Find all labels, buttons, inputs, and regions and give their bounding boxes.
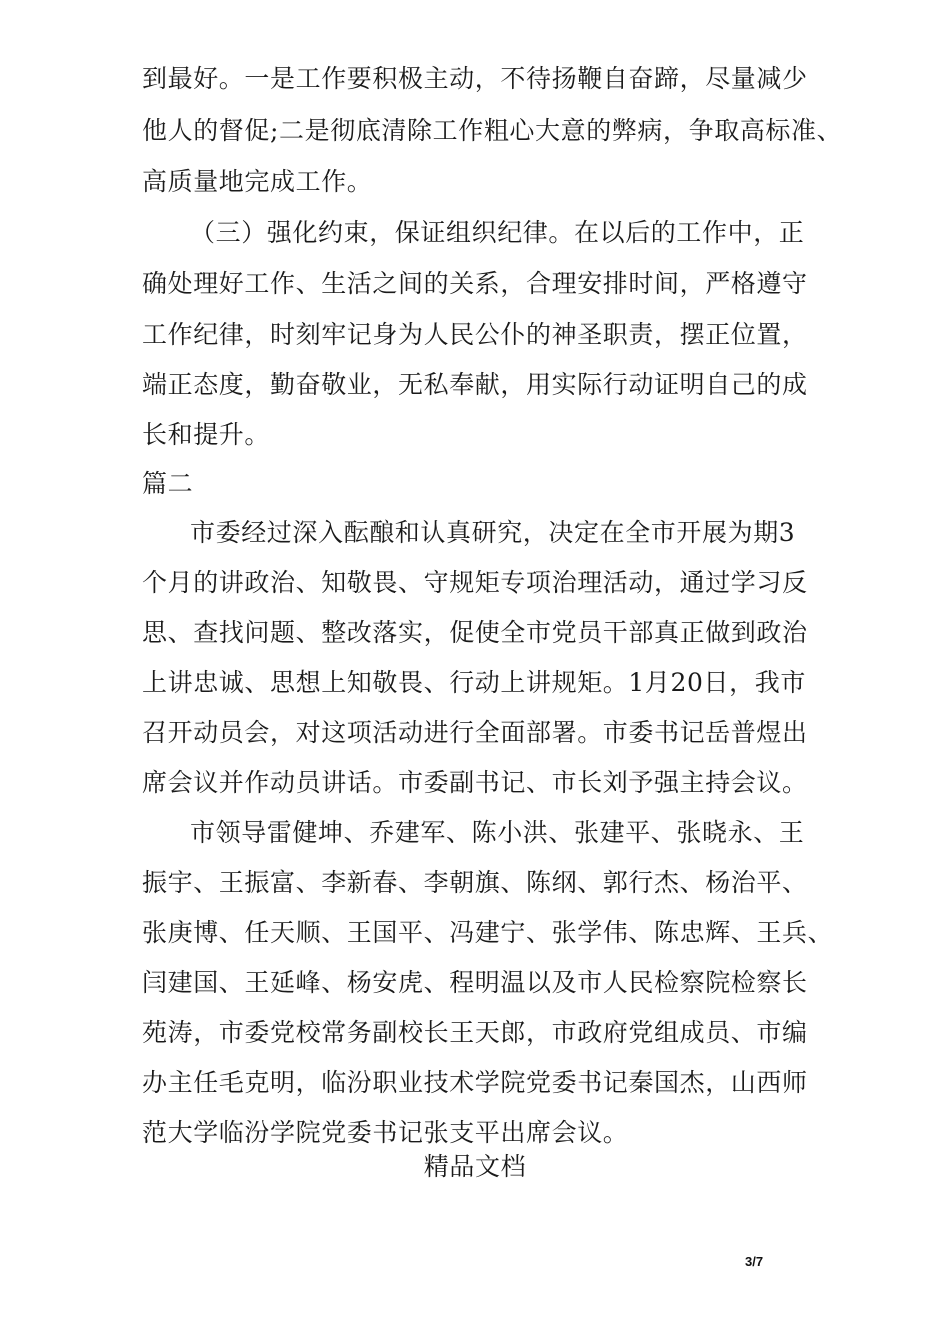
text-line: 确处理好工作、生活之间的关系，合理安排时间，严格遵守 <box>142 269 808 298</box>
text-line: 市领导雷健坤、乔建军、陈小洪、张建平、张晓永、王 <box>190 818 805 847</box>
text-line: 长和提升。 <box>142 420 271 449</box>
text-line: 他人的督促;二是彻底清除工作粗心大意的弊病，争取高标准、 <box>142 116 843 145</box>
text-line: 闫建国、王延峰、杨安虎、程明温以及市人民检察院检察长 <box>142 968 808 997</box>
text-line: 高质量地完成工作。 <box>142 167 373 196</box>
text-line: 范大学临汾学院党委书记张支平出席会议。 <box>142 1118 629 1147</box>
text-line: 办主任毛克明，临汾职业技术学院党委书记秦国杰，山西师 <box>142 1068 808 1097</box>
text-line: 到最好。一是工作要积极主动，不待扬鞭自奋蹄，尽量减少 <box>142 64 808 93</box>
footer-label: 精品文档 <box>423 1152 527 1181</box>
text-line: 工作纪律，时刻牢记身为人民公仆的神圣职责，摆正位置， <box>142 320 808 349</box>
section-heading: 篇二 <box>142 469 194 498</box>
text-line: 振宇、王振富、李新春、李朝旗、陈纲、郭行杰、杨治平、 <box>142 868 808 897</box>
text-line: 市委经过深入酝酿和认真研究，决定在全市开展为期3 <box>190 518 796 547</box>
text-line: 个月的讲政治、知敬畏、守规矩专项治理活动，通过学习反 <box>142 568 808 597</box>
text-line: 召开动员会，对这项活动进行全面部署。市委书记岳普煜出 <box>142 718 808 747</box>
text-line: 席会议并作动员讲话。市委副书记、市长刘予强主持会议。 <box>142 768 808 797</box>
page-number: 3/7 <box>745 1254 764 1269</box>
text-line: （三）强化约束，保证组织纪律。在以后的工作中，正 <box>190 218 805 247</box>
text-line: 上讲忠诚、思想上知敬畏、行动上讲规矩。1月20日，我市 <box>142 668 806 697</box>
text-line: 张庚博、任天顺、王国平、冯建宁、张学伟、陈忠辉、王兵、 <box>142 918 834 947</box>
text-line: 苑涛，市委党校常务副校长王天郎，市政府党组成员、市编 <box>142 1018 808 1047</box>
text-line: 思、查找问题、整改落实，促使全市党员干部真正做到政治 <box>142 618 808 647</box>
text-line: 端正态度，勤奋敬业，无私奉献，用实际行动证明自己的成 <box>142 370 808 399</box>
